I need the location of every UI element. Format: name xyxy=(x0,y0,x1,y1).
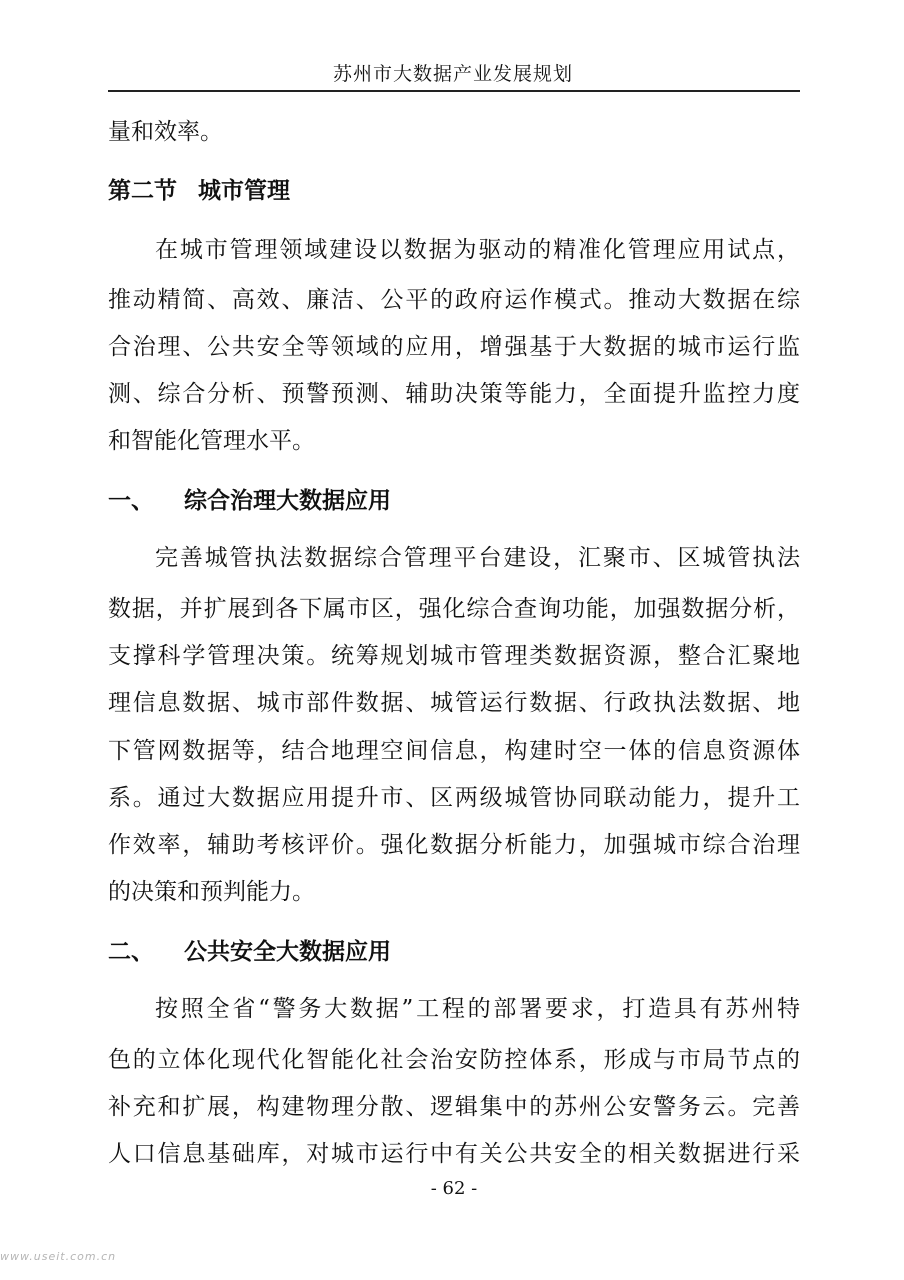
text-line: 的决策和预判能力。 xyxy=(108,879,315,905)
text-line: 支撑科学管理决策。统筹规划城市管理类数据资源，整合汇聚地 xyxy=(108,643,800,669)
running-header: 苏州市大数据产业发展规划 xyxy=(332,63,573,85)
text-line: 人口信息基础库，对城市运行中有关公共安全的相关数据进行采 xyxy=(108,1141,800,1167)
subsection-heading xyxy=(108,935,800,969)
section-heading xyxy=(108,174,800,208)
text-line: 理信息数据、城市部件数据、城管运行数据、行政执法数据、地 xyxy=(108,690,800,716)
text-line: 系。通过大数据应用提升市、区两级城管协同联动能力，提升工 xyxy=(108,785,800,811)
text-line: 色的立体化现代化智能化社会治安防控体系，形成与市局节点的 xyxy=(108,1047,800,1073)
text-line: 测、综合分析、预警预测、辅助决策等能力，全面提升监控力度 xyxy=(108,381,800,407)
subsection-number: 一、 xyxy=(108,488,154,514)
text-line: 在城市管理领域建设以数据为驱动的精准化管理应用试点， xyxy=(155,237,800,263)
watermark: www.useit.com.cn xyxy=(0,1250,117,1263)
text-line: 作效率，辅助考核评价。强化数据分析能力，加强城市综合治理 xyxy=(108,832,800,858)
subsection-number: 二、 xyxy=(108,939,154,965)
subsection-heading xyxy=(108,484,800,518)
text-line: 按照全省“警务大数据”工程的部署要求，打造具有苏州特 xyxy=(155,996,800,1022)
text-line: 下管网数据等，结合地理空间信息，构建时空一体的信息资源体 xyxy=(108,738,800,764)
header-rule xyxy=(108,90,800,92)
text-line: 量和效率。 xyxy=(108,119,223,145)
text-line: 数据，并扩展到各下属市区，强化综合查询功能，加强数据分析， xyxy=(108,596,800,622)
text-line: 完善城管执法数据综合管理平台建设，汇聚市、区城管执法 xyxy=(155,545,800,571)
text-line: 合治理、公共安全等领域的应用，增强基于大数据的城市运行监 xyxy=(108,334,800,360)
page-number: - 62 - xyxy=(430,1178,478,1199)
subsection-title: 公共安全大数据应用 xyxy=(184,939,391,965)
text-line: 和智能化管理水平。 xyxy=(108,428,315,454)
text-line: 补充和扩展，构建物理分散、逻辑集中的苏州公安警务云。完善 xyxy=(108,1094,800,1120)
text-line: 推动精简、高效、廉洁、公平的政府运作模式。推动大数据在综 xyxy=(108,287,800,313)
subsection-title: 综合治理大数据应用 xyxy=(184,488,391,514)
section-label: 第二节 xyxy=(108,178,177,204)
section-title: 城市管理 xyxy=(198,178,290,204)
